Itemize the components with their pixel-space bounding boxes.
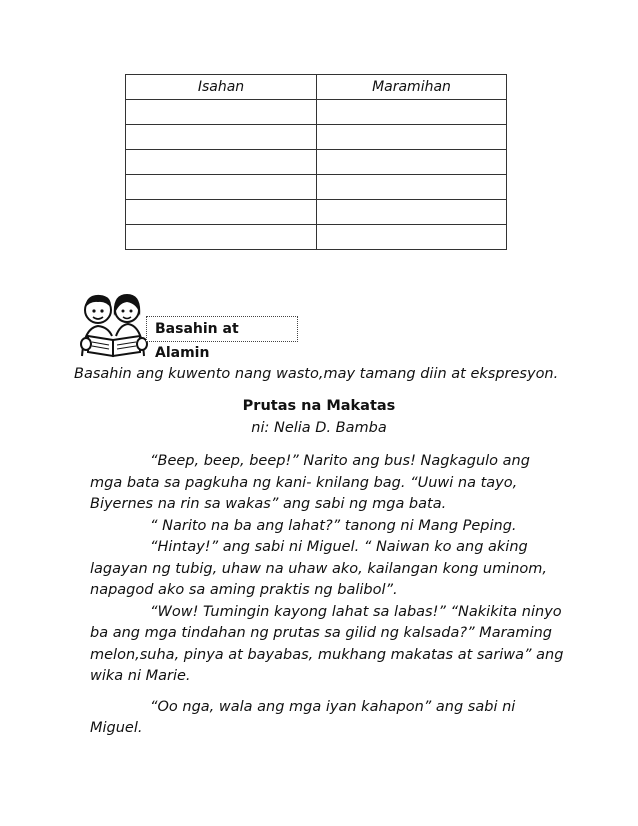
table-cell	[126, 125, 317, 150]
table-row	[126, 125, 507, 150]
table-row	[126, 200, 507, 225]
table-header-row	[126, 75, 507, 100]
story-line: Biyernes na rin sa wakas” ang sabi ng mga bata.	[90, 496, 447, 512]
section-label: Basahin at Alamin	[146, 316, 298, 342]
story-line: “Oo nga, wala ang mga iyan kahapon” ang sabi ni	[150, 698, 516, 715]
table-cell	[317, 175, 507, 200]
header-isahan: Isahan	[126, 75, 317, 100]
story-line: “Hintay!” ang sabi ni Miguel. “ Naiwan ko ang aking	[150, 539, 528, 555]
table-cell	[317, 225, 507, 250]
table-cell	[126, 225, 317, 250]
story-line: melon,suha, pinya at bayabas, mukhang makatas at sariwa” ang	[90, 646, 564, 663]
table-cell	[317, 100, 507, 125]
story-author: ni: Nelia D. Bamba	[251, 420, 387, 436]
table-cell	[317, 150, 507, 175]
header-maramihan: Maramihan	[317, 75, 507, 100]
story-line: lagayan ng tubig, uhaw na uhaw ako, kailangan kong uminom,	[90, 560, 548, 577]
table-cell	[126, 150, 317, 175]
table-cell	[126, 200, 317, 225]
story-line: “Beep, beep, beep!” Narito ang bus! Nagkagulo ang	[150, 453, 530, 469]
children-reading-icon	[74, 286, 154, 358]
instruction-text: Basahin ang kuwento nang wasto,may tamang diin at ekspresyon.	[74, 366, 559, 382]
story-line: Miguel.	[90, 720, 143, 736]
table-cell	[126, 100, 317, 125]
table-cell	[317, 125, 507, 150]
table-cell	[126, 175, 317, 200]
table-cell	[317, 200, 507, 225]
story-line: ba ang mga tindahan ng prutas sa gilid ng kalsada?” Maraming	[90, 625, 552, 641]
table-row	[126, 150, 507, 175]
story-line: “Wow! Tumingin kayong lahat sa labas!” “Nakikita ninyo	[150, 603, 562, 620]
word-table	[125, 74, 507, 250]
story-line: mga bata sa pagkuha ng kani- knilang bag. “Uuwi na tayo,	[90, 474, 518, 491]
story-body	[90, 451, 564, 740]
story-title: Prutas na Makatas	[242, 398, 396, 414]
table-row	[126, 225, 507, 250]
story-line: napagod ako sa aming praktis ng balibol”.	[90, 582, 398, 598]
story-line: wika ni Marie.	[90, 668, 191, 684]
table-row	[126, 100, 507, 125]
table-row	[126, 175, 507, 200]
story-line: “ Narito na ba ang lahat?” tanong ni Mang Peping.	[150, 517, 517, 534]
